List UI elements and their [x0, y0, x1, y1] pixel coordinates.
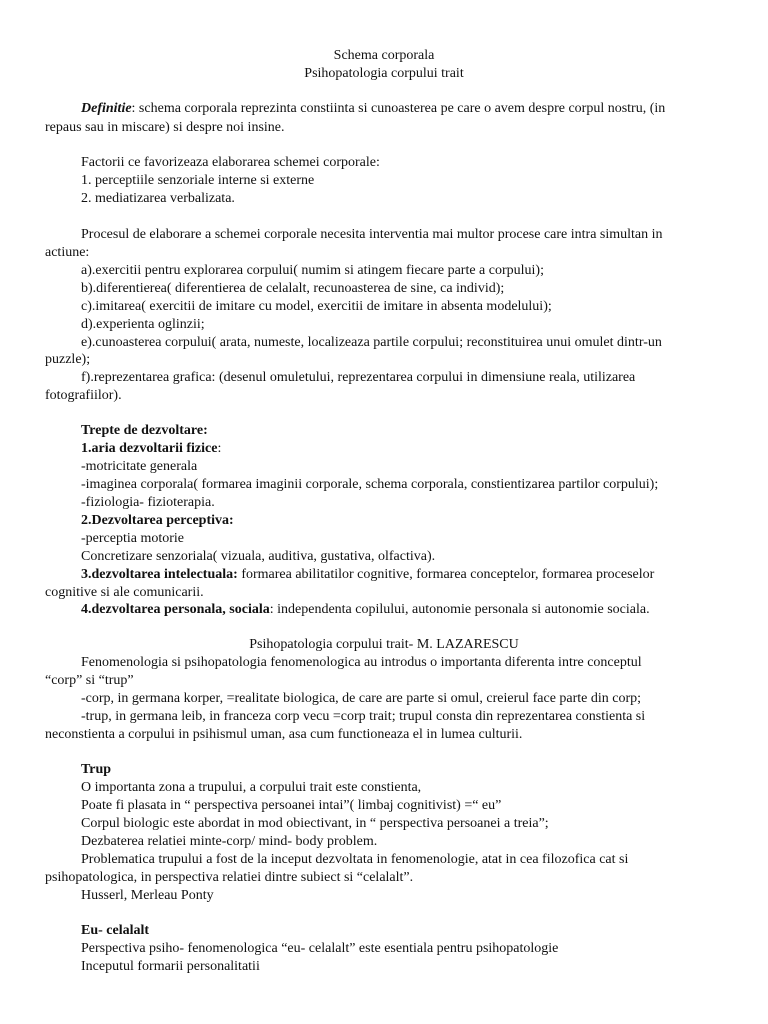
- factors-intro: Factorii ce favorizeaza elaborarea schemei corporale:: [81, 155, 380, 170]
- trup-line-2: Poate fi plasata in “ perspectiva persoanei intai”( limbaj cognitivist) =“ eu”: [81, 798, 502, 813]
- eu-heading: Eu- celalalt: [81, 923, 150, 938]
- stages-heading: Trepte de dezvoltare:: [81, 423, 208, 438]
- lazarescu-p3-2: neconstienta a corpului in psihismul uman, asa cum functioneaza el in lumea culturii.: [45, 727, 523, 742]
- stage-3-line-2: cognitive si ale comunicarii.: [45, 585, 204, 600]
- trup-line-6: Husserl, Merleau Ponty: [81, 888, 214, 903]
- process-item-c: c).imitarea( exercitii de imitare cu model, exercitii de imitare in absenta modelului);: [81, 299, 552, 314]
- trup-line-5-2: psihopatologica, in perspectiva relatiei dintre subiect si “celalalt”.: [45, 870, 414, 885]
- lazarescu-p1-2: “corp” si “trup”: [45, 673, 134, 688]
- stage-3-line-1: 3.dezvoltarea intelectuala: formarea abilitatilor cognitive, formarea conceptelor, formarea proceselor: [81, 567, 655, 582]
- trup-heading: Trup: [81, 762, 112, 777]
- trup-line-5-1: Problematica trupului a fost de la inceput dezvoltata in fenomenologie, atat in cea filozofica cat si: [81, 852, 629, 867]
- trup-line-3: Corpul biologic este abordat in mod obiectivant, in “ perspectiva persoanei a treia”;: [81, 816, 549, 831]
- definition-line-2: repaus sau in miscare) si despre noi insine.: [45, 120, 285, 135]
- process-intro-1: Procesul de elaborare a schemei corporale necesita interventia mai multor procese care intra simultan in: [81, 227, 663, 242]
- stage-2-title: 2.Dezvoltarea perceptiva:: [81, 513, 234, 528]
- trup-line-4: Dezbaterea relatiei minte-corp/ mind- body problem.: [81, 834, 378, 849]
- stage-2-item-2: Concretizare senzoriala( vizuala, auditiva, gustativa, olfactiva).: [81, 549, 436, 564]
- definition-term: Definitie: [81, 101, 132, 116]
- process-item-f-2: fotografiilor).: [45, 388, 122, 403]
- process-item-f-1: f).reprezentarea grafica: (desenul omuletului, reprezentarea corpului in dimensiune reala, utilizarea: [81, 370, 636, 385]
- lazarescu-p2: -corp, in germana korper, =realitate biologica, de care are parte si omul, creierul face parte din corp;: [81, 691, 642, 706]
- lazarescu-title: Psihopatologia corpului trait- M. LAZARESCU: [249, 637, 519, 652]
- definition-text: : schema corporala reprezinta constiinta si cunoasterea pe care o avem despre corpul nostru, (in: [131, 101, 666, 116]
- lazarescu-p3-1: -trup, in germana leib, in franceza corp vecu =corp trait; trupul consta din reprezentarea constienta si: [81, 709, 646, 724]
- process-item-b: b).diferentierea( diferentierea de celalalt, recunoasterea de sine, ca individ);: [81, 281, 505, 296]
- stage-1-title: 1.aria dezvoltarii fizice:: [81, 441, 222, 456]
- stage-1-item-2: -imaginea corporala( formarea imaginii corporale, schema corporala, constientizarea partilor corpului);: [81, 477, 659, 492]
- eu-line-1: Perspectiva psiho- fenomenologica “eu- celalalt” este esentiala pentru psihopatologie: [81, 941, 559, 956]
- process-intro-2: actiune:: [45, 245, 90, 260]
- document-subtitle: Psihopatologia corpului trait: [304, 66, 464, 81]
- factor-item-2: 2. mediatizarea verbalizata.: [81, 191, 235, 206]
- stage-1-item-1: -motricitate generala: [81, 459, 198, 474]
- process-item-e-1: e).cunoasterea corpului( arata, numeste, localizeaza partile corpului; reconstituirea unui omulet dintr-un: [81, 335, 662, 350]
- process-item-e-2: puzzle);: [45, 352, 91, 367]
- stage-2-item-1: -perceptia motorie: [81, 531, 185, 546]
- stage-4-line: 4.dezvoltarea personala, sociala: independenta copilului, autonomie personala si autonomie sociala.: [81, 602, 650, 617]
- stage-1-item-3: -fiziologia- fizioterapia.: [81, 495, 215, 510]
- trup-line-1: O importanta zona a trupului, a corpului trait este constienta,: [81, 780, 422, 795]
- document-title: Schema corporala: [333, 48, 435, 63]
- definition-line-1: [81, 100, 665, 118]
- process-item-d: d).experienta oglinzii;: [81, 317, 205, 332]
- eu-line-2: Inceputul formarii personalitatii: [81, 959, 260, 974]
- process-item-a: a).exercitii pentru explorarea corpului( numim si atingem fiecare parte a corpului);: [81, 263, 544, 278]
- factor-item-1: 1. perceptiile senzoriale interne si externe: [81, 173, 315, 188]
- lazarescu-p1-1: Fenomenologia si psihopatologia fenomenologica au introdus o importanta diferenta intre conceptul: [81, 655, 642, 670]
